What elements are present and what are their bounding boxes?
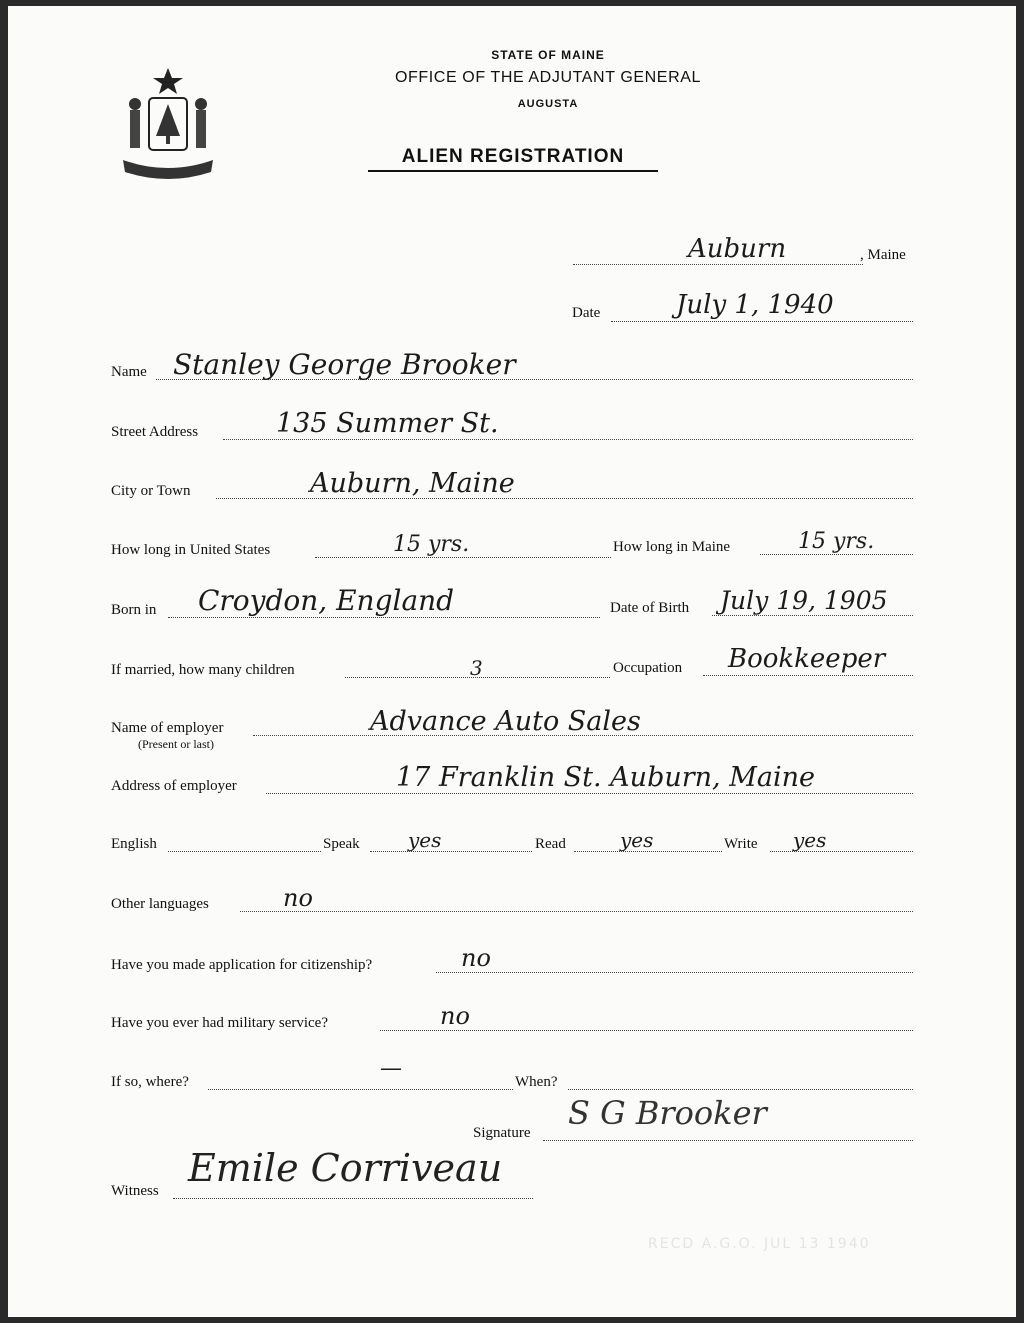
- maine-state-seal-icon: [113, 64, 223, 189]
- other-languages-line: [240, 911, 913, 912]
- date-value: July 1, 1940: [676, 290, 834, 320]
- employer-address-label: Address of employer: [111, 778, 237, 794]
- registration-form: [8, 6, 1016, 1317]
- where-value: —: [380, 1056, 402, 1081]
- born-in-line: [168, 617, 600, 618]
- how-long-us-line: [315, 557, 611, 558]
- citizenship-label: Have you made application for citizenship?: [111, 957, 373, 973]
- when-line: [568, 1089, 913, 1090]
- signature-label: Signature: [473, 1125, 531, 1141]
- write-label: Write: [724, 836, 758, 852]
- city-heading: AUGUSTA: [517, 98, 579, 110]
- name-value: Stanley George Brooker: [173, 348, 516, 381]
- where-line: [208, 1089, 513, 1090]
- how-long-maine-value: 15 yrs.: [798, 529, 875, 554]
- employer-address-line: [266, 793, 913, 794]
- employer-address-value: 17 Franklin St. Auburn, Maine: [396, 762, 815, 793]
- witness-signature: Emile Corriveau: [188, 1146, 503, 1190]
- town-line: [573, 264, 863, 265]
- town-value: Auburn: [688, 234, 787, 264]
- born-in-value: Croydon, England: [198, 584, 455, 617]
- dob-line: [712, 615, 913, 616]
- citizenship-value: no: [461, 944, 491, 972]
- military-line: [380, 1030, 913, 1031]
- occupation-line: [703, 675, 913, 676]
- born-in-label: Born in: [111, 602, 157, 618]
- street-line: [223, 439, 913, 440]
- street-label: Street Address: [111, 424, 199, 440]
- witness-label: Witness: [111, 1183, 159, 1199]
- employer-label: Name of employer: [111, 720, 224, 736]
- speak-label: Speak: [323, 836, 360, 852]
- dob-label: Date of Birth: [610, 600, 690, 616]
- street-value: 135 Summer St.: [276, 408, 499, 439]
- read-value: yes: [620, 828, 654, 852]
- how-long-maine-label: How long in Maine: [613, 539, 731, 555]
- other-languages-value: no: [283, 884, 313, 912]
- citizenship-line: [436, 972, 913, 973]
- military-value: no: [440, 1002, 470, 1030]
- employer-value: Advance Auto Sales: [370, 706, 641, 737]
- english-line: [168, 851, 321, 852]
- speak-line: [370, 851, 532, 852]
- city-label: City or Town: [111, 483, 191, 499]
- occupation-label: Occupation: [613, 660, 683, 676]
- office-heading: OFFICE OF THE ADJUTANT GENERAL: [394, 69, 702, 86]
- date-line: [611, 321, 913, 322]
- applicant-signature: S G Brooker: [568, 1094, 767, 1132]
- other-languages-label: Other languages: [111, 896, 209, 912]
- how-long-us-label: How long in United States: [111, 542, 271, 558]
- witness-line: [173, 1198, 533, 1199]
- children-value: 3: [470, 656, 483, 680]
- write-value: yes: [793, 828, 827, 852]
- military-label: Have you ever had military service?: [111, 1015, 328, 1031]
- state-heading: STATE OF MAINE: [491, 48, 605, 62]
- speak-value: yes: [408, 828, 442, 852]
- read-label: Read: [535, 836, 566, 852]
- when-label: When?: [515, 1074, 558, 1090]
- how-long-us-value: 15 yrs.: [393, 532, 470, 557]
- occupation-value: Bookkeeper: [728, 644, 886, 674]
- write-line: [770, 851, 913, 852]
- received-stamp: RECD A.G.O. JUL 13 1940: [648, 1236, 871, 1252]
- dob-value: July 19, 1905: [720, 586, 888, 615]
- how-long-maine-line: [760, 554, 913, 555]
- name-label: Name: [111, 364, 147, 380]
- employer-note: (Present or last): [138, 737, 214, 751]
- children-label: If married, how many children: [111, 662, 295, 678]
- signature-line: [543, 1140, 913, 1141]
- where-label: If so, where?: [111, 1074, 189, 1090]
- city-value: Auburn, Maine: [310, 468, 515, 499]
- form-title: ALIEN REGISTRATION: [368, 146, 658, 172]
- english-label: English: [111, 836, 157, 852]
- date-label: Date: [572, 305, 601, 321]
- maine-label: , Maine: [860, 247, 906, 263]
